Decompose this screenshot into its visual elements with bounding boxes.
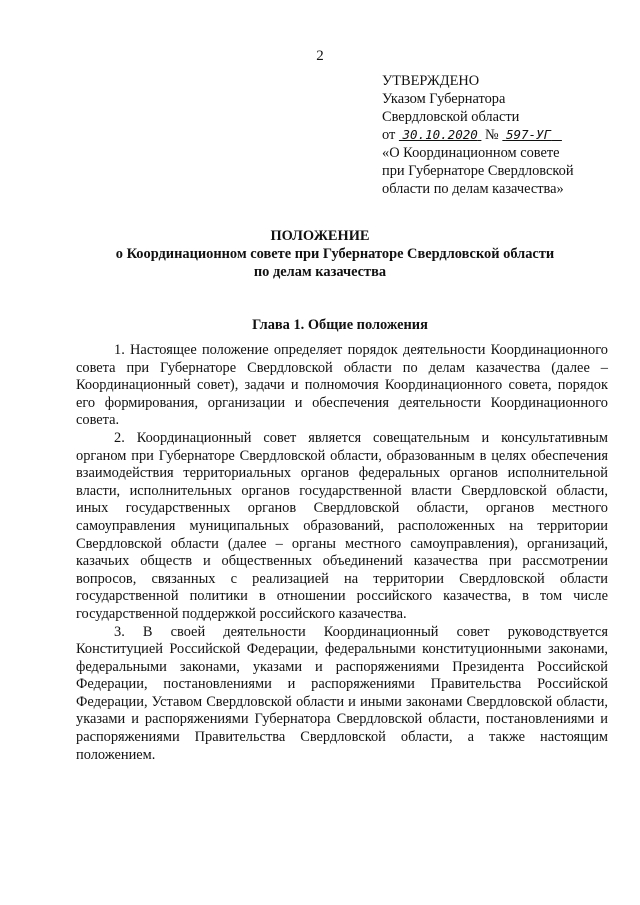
paragraph-1: 1. Настоящее положение определяет порядок деятельности Координационного совета при Губернаторе Свердловской области по делам казачества (далее – Координационный совет), задачи и полномочия Координационного совета, порядок его формирования, организации и обеспечения деятельности Координационного совета. <box>76 342 608 429</box>
number-prefix: № <box>485 127 499 143</box>
approval-decree-title-2: при Губернаторе Свердловской <box>382 163 574 179</box>
approval-decree-title-1: «О Координационном совете <box>382 145 560 161</box>
approval-date-line <box>382 126 632 144</box>
approval-heading: УТВЕРЖДЕНО <box>382 73 480 89</box>
document-title-subject-cont: по делам казачества <box>253 264 387 280</box>
document-body <box>76 342 608 764</box>
document-title-subject: о Координационном совете при Губернаторе Свердловской области <box>115 246 555 262</box>
date-value: 30.10.2020 <box>402 127 478 142</box>
paragraph-3: 3. В своей деятельности Координационный совет руководствуется Конституцией Российской Федерации, федеральными конституционными законами, федеральными законами, указами и распоряжениями Президента Российской Федерации, постановлениями и распоряжениями Правительства Российской Федерации, Уставом Свердловской области и иными законами Свердловской области, указами и распоряжениями Губернатора Свердловской области, постановлениями и распоряжениями Правительства Свердловской области, а также настоящим положением. <box>76 623 608 763</box>
date-prefix: от <box>382 127 396 143</box>
number-field <box>502 127 562 143</box>
page-number: 2 <box>316 48 324 64</box>
approval-stamp <box>382 72 632 198</box>
document-title <box>0 227 640 281</box>
document-title-main: ПОЛОЖЕНИЕ <box>270 228 370 244</box>
approval-decree-title-3: области по делам казачества» <box>382 181 564 197</box>
chapter-heading: Глава 1. Общие положения <box>252 317 428 333</box>
number-value: 597-УГ <box>505 127 552 142</box>
approval-issuer: Указом Губернатора <box>382 91 506 107</box>
date-field <box>399 127 481 143</box>
paragraph-2: 2. Координационный совет является совещательным и консультативным органом при Губернаторе Свердловской области, образованным в целях обеспечения взаимодействия территориальных органов федеральных органов исполнительной власти, исполнительных органов государственной власти Свердловской области, иных государственных органов Свердловской области, органов местного самоуправления муниципальных образований, расположенных на территории Свердловской области (далее – органы местного самоуправления), организаций, казачьих обществ и общественных объединений казачества при рассмотрении вопросов, связанных с реализацией на территории Свердловской области государственной политики в отношении российского казачества, в том числе государственной поддержкой российского казачества. <box>76 429 608 622</box>
approval-region: Свердловской области <box>382 109 520 125</box>
